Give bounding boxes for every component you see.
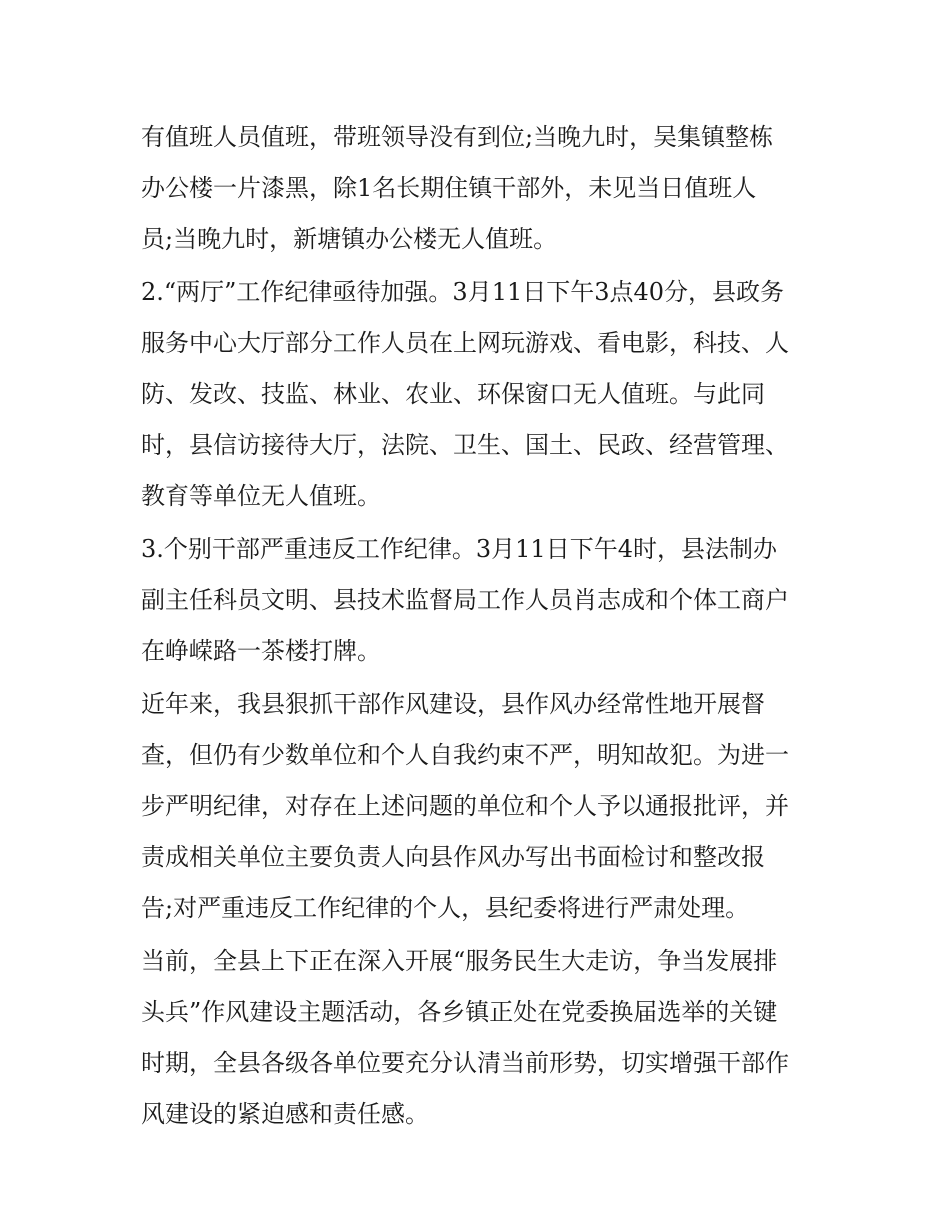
text-line: 近年来，我县狠抓干部作风建设，县作风办经常性地开展督 xyxy=(141,690,765,718)
paragraph-item-2 xyxy=(141,267,817,522)
text-line: 责成相关单位主要负责人向县作风办写出书面检讨和整改报 xyxy=(141,843,765,871)
paragraph-recent-years xyxy=(141,679,817,934)
text-line: 在峥嵘路一茶楼打牌。 xyxy=(141,637,381,665)
text-line: 查，但仍有少数单位和个人自我约束不严，明知故犯。为进一 xyxy=(141,741,789,769)
text-line: 当前，全县上下正在深入开展“服务民生大走访，争当发展排 xyxy=(141,947,778,975)
text-line: 风建设的紧迫感和责任感。 xyxy=(141,1100,429,1128)
text-line: 时期，全县各级各单位要充分认清当前形势，切实增强干部作 xyxy=(141,1049,789,1077)
paragraph-current xyxy=(141,936,817,1140)
text-line: 2.“两厅”工作纪律亟待加强。3月11日下午3点40分，县政务 xyxy=(141,278,785,306)
paragraph-item-3 xyxy=(141,524,817,677)
text-line: 副主任科员文明、县技术监督局工作人员肖志成和个体工商户 xyxy=(141,586,789,614)
text-line: 步严明纪律，对存在上述问题的单位和个人予以通报批评，并 xyxy=(141,792,789,820)
text-line: 防、发改、技监、林业、农业、环保窗口无人值班。与此同 xyxy=(141,380,765,408)
text-line: 时，县信访接待大厅，法院、卫生、国土、民政、经营管理、 xyxy=(141,431,789,459)
paragraph-duty-continued xyxy=(141,112,817,265)
text-line: 办公楼一片漆黑，除1名长期住镇干部外，未见当日值班人 xyxy=(141,174,757,202)
text-line: 有值班人员值班，带班领导没有到位;当晚九时，吴集镇整栋 xyxy=(141,123,774,151)
text-line: 头兵”作风建设主题活动，各乡镇正处在党委换届选举的关键 xyxy=(141,998,778,1026)
text-line: 员;当晚九时，新塘镇办公楼无人值班。 xyxy=(141,225,558,253)
text-line: 教育等单位无人值班。 xyxy=(141,482,381,510)
text-line: 服务中心大厅部分工作人员在上网玩游戏、看电影，科技、人 xyxy=(141,329,789,357)
document-body xyxy=(141,112,817,1142)
text-line: 3.个别干部严重违反工作纪律。3月11日下午4时，县法制办 xyxy=(141,535,777,563)
text-line: 告;对严重违反工作纪律的个人，县纪委将进行严肃处理。 xyxy=(141,894,750,922)
